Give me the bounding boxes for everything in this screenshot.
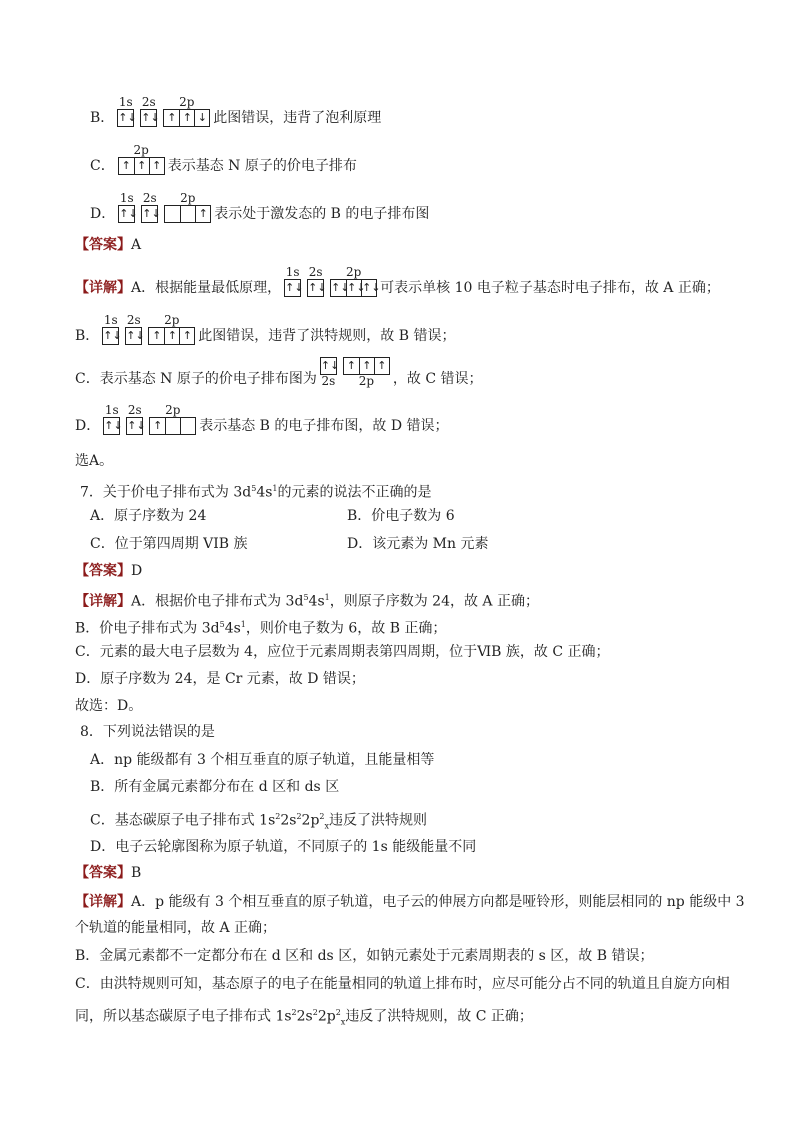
orbital-group <box>118 144 165 175</box>
q7-option-d: D．该元素为 Mn 元素 <box>347 536 489 552</box>
answer-7: 【答案】D <box>75 563 143 579</box>
orbital-label: 2p <box>164 313 180 327</box>
question-8-stem: 8．下列说法错误的是 <box>80 724 215 740</box>
orbital-box: ↑↓ <box>127 419 146 432</box>
orbital-label: 2s <box>308 265 323 279</box>
detail-6d: D． 1s ↑↓ 2s ↑↓ 2p ↑ 表示基态 B 的电子排布图，故 D 错误； <box>75 403 449 434</box>
detail-8b: B．金属元素都不一定都分布在 d 区和 ds 区，如钠元素处于元素周期表的 s 区，故 B 错误； <box>75 948 654 964</box>
orbital-boxes <box>148 327 195 345</box>
orbital-boxes <box>164 205 211 223</box>
orbital-box: ↓ <box>194 110 209 126</box>
orbital-boxes <box>163 109 210 127</box>
orbital-box: ↑ <box>121 159 131 172</box>
orbital-label: 2p <box>133 143 149 157</box>
orbital-box <box>165 418 180 434</box>
orbital-group <box>117 95 137 127</box>
orbital-label: 1s <box>118 95 133 109</box>
orbital-box: ↑↓ <box>285 281 304 294</box>
orbital-box: ↑↓ <box>119 207 138 220</box>
orbital-box: ↑ <box>134 158 149 174</box>
orbital-boxes <box>330 279 381 297</box>
orbital-diagram <box>320 357 390 388</box>
orbital-label: 2s <box>142 191 157 205</box>
orbital-box: ↑ <box>374 358 389 374</box>
q8-option-b: B．所有金属元素都分布在 d 区和 ds 区 <box>90 779 340 795</box>
orbital-label: 1s <box>285 265 300 279</box>
orbital-group <box>307 265 327 297</box>
orbital-diagram <box>103 404 196 435</box>
orbital-box: ↑ <box>152 329 162 342</box>
orbital-label: 2s <box>321 374 336 388</box>
orbital-box: ↑↓ <box>362 281 381 294</box>
orbital-label: 2s <box>126 313 141 327</box>
orbital-boxes <box>103 417 123 435</box>
orbital-box: ↑ <box>164 328 179 344</box>
orbital-group <box>163 96 210 127</box>
orbital-group <box>126 403 146 435</box>
option-c-row: C． 2p ↑ ↑ ↑ 表示基态 N 原子的价电子排布 <box>90 143 357 174</box>
orbital-box: ↑↓ <box>104 419 123 432</box>
orbital-boxes <box>343 357 390 375</box>
orbital-box: ↑↓ <box>141 111 160 124</box>
orbital-box <box>165 206 180 222</box>
orbital-boxes <box>284 279 304 297</box>
orbital-group <box>102 313 122 345</box>
orbital-boxes <box>118 205 138 223</box>
orbital-box: ↑↓ <box>103 329 122 342</box>
conclusion-6: 选A。 <box>75 453 114 469</box>
orbital-diagram <box>284 265 381 297</box>
orbital-box: ↑↓ <box>320 359 340 372</box>
orbital-boxes <box>125 327 145 345</box>
detail-8c-line2: 同，所以基态碳原子电子排布式 $1s^22s^22p^2_x$违反了洪特规则，故 C 正确； <box>75 1008 533 1027</box>
detail-7a: 【详解】A．根据价电子排布式为 $3d^54s^1$，则原子序数为 24，故 A 正确； <box>75 593 539 610</box>
answer-6: 【答案】A <box>75 237 142 253</box>
orbital-group <box>118 191 138 223</box>
orbital-group <box>148 314 195 345</box>
orbital-box: ↑ <box>195 206 210 222</box>
orbital-box: ↑ <box>153 419 163 432</box>
orbital-box: ↑↓ <box>126 329 145 342</box>
q8-option-a: A．np 能级都有 3 个相互垂直的原子轨道，且能量相等 <box>90 752 435 768</box>
detail-6c: C．表示基态 N 原子的价电子排布图为 ↑↓ 2s ↑ ↑ ↑ 2p ，故 C 错误； <box>75 359 483 388</box>
orbital-label: 2s <box>127 403 142 417</box>
orbital-label: 1s <box>119 191 134 205</box>
orbital-box: ↑ <box>149 158 164 174</box>
orbital-label: 1s <box>103 313 118 327</box>
orbital-group <box>140 95 160 127</box>
q8-option-d: D．电子云轮廓图称为原子轨道，不同原子的 1s 能级能量不同 <box>90 839 477 855</box>
orbital-label: 2p <box>165 403 181 417</box>
orbital-boxes <box>102 327 122 345</box>
orbital-box: ↑↓ <box>331 281 350 294</box>
orbital-box: ↑↓ <box>347 281 366 294</box>
orbital-box: ↑↓ <box>142 207 161 220</box>
orbital-box: ↑ <box>167 111 177 124</box>
detail-6a: 【详解】A．根据能量最低原理， 1s ↑↓ 2s ↑↓ 2p ↑↓ ↑↓ ↑↓ 可表示单核 10 电子粒子基态时电子排布，故 A 正确； <box>75 265 720 296</box>
detail-8a-line1: 【详解】A．p 能级有 3 个相互垂直的原子轨道，电子云的伸展方向都是哑铃形，则能层相同的 np 能级中 3 <box>75 894 745 910</box>
orbital-group <box>343 357 390 388</box>
orbital-group <box>149 404 196 435</box>
orbital-box: ↑↓ <box>308 281 327 294</box>
detail-7b: B．价电子排布式为 $3d^54s^1$，则价电子数为 6，故 B 正确； <box>75 620 447 637</box>
detail-6b: B． 1s ↑↓ 2s ↑↓ 2p ↑ ↑ ↑ 此图错误，违背了洪特规则，故 B 错误； <box>75 313 456 344</box>
orbital-group <box>330 265 381 297</box>
orbital-group <box>320 357 340 388</box>
orbital-box: ↑ <box>179 110 194 126</box>
orbital-label: 1s <box>104 403 119 417</box>
orbital-group <box>103 403 123 435</box>
orbital-box <box>180 418 195 434</box>
orbital-label: 2p <box>179 95 195 109</box>
orbital-boxes <box>140 109 160 127</box>
orbital-group <box>125 313 145 345</box>
orbital-box: ↑ <box>346 359 356 372</box>
q8-option-c: C．基态碳原子电子排布式 $1s^22s^22p^2_x$违反了洪特规则 <box>90 812 428 831</box>
question-7-stem: 7．关于价电子排布式为 $3d^54s^1$的元素的说法不正确的是 <box>80 484 432 501</box>
orbital-box <box>180 206 195 222</box>
orbital-group <box>164 192 211 223</box>
orbital-label: 2p <box>180 191 196 205</box>
orbital-box: ↑↓ <box>118 111 137 124</box>
q7-option-c: C．位于第四周期 VIB 族 <box>90 536 248 552</box>
orbital-boxes <box>141 205 161 223</box>
orbital-boxes <box>320 357 340 375</box>
option-b-row: B． 1s ↑↓ 2s ↑↓ 2p ↑ ↑ ↓ 此图错误，违背了泡利原理 <box>90 95 382 126</box>
detail-8c-line1: C．由洪特规则可知，基态原子的电子在能量相同的轨道上排布时，应尽可能分占不同的轨道且自旋方向相 <box>75 976 730 992</box>
orbital-label: 2p <box>345 265 362 279</box>
orbital-boxes <box>117 109 137 127</box>
orbital-boxes <box>126 417 146 435</box>
q7-option-b: B．价电子数为 6 <box>347 508 455 524</box>
orbital-group <box>141 191 161 223</box>
orbital-boxes <box>307 279 327 297</box>
detail-7d: D．原子序数为 24，是 Cr 元素，故 D 错误； <box>75 671 365 687</box>
orbital-diagram <box>118 192 211 223</box>
orbital-diagram <box>117 96 210 127</box>
option-d-row: D． 1s ↑↓ 2s ↑↓ 2p ↑ 表示处于激发态的 B 的电子排布图 <box>90 191 430 222</box>
answer-8: 【答案】B <box>75 865 142 881</box>
detail-8a-line2: 个轨道的能量相同，故 A 正确； <box>75 920 277 936</box>
orbital-diagram <box>118 144 165 175</box>
orbital-diagram <box>102 314 195 345</box>
detail-7c: C．元素的最大电子层数为 4，应位于元素周期表第四周期，位于ⅥB 族，故 C 正确； <box>75 644 610 660</box>
orbital-box: ↑ <box>179 328 194 344</box>
orbital-box: ↑ <box>359 358 374 374</box>
orbital-boxes <box>118 157 165 175</box>
q7-option-a: A．原子序数为 24 <box>90 508 207 524</box>
orbital-group <box>284 265 304 297</box>
orbital-boxes <box>149 417 196 435</box>
conclusion-7: 故选：D。 <box>75 698 143 714</box>
orbital-label: 2s <box>141 95 156 109</box>
orbital-label: 2p <box>358 374 375 388</box>
